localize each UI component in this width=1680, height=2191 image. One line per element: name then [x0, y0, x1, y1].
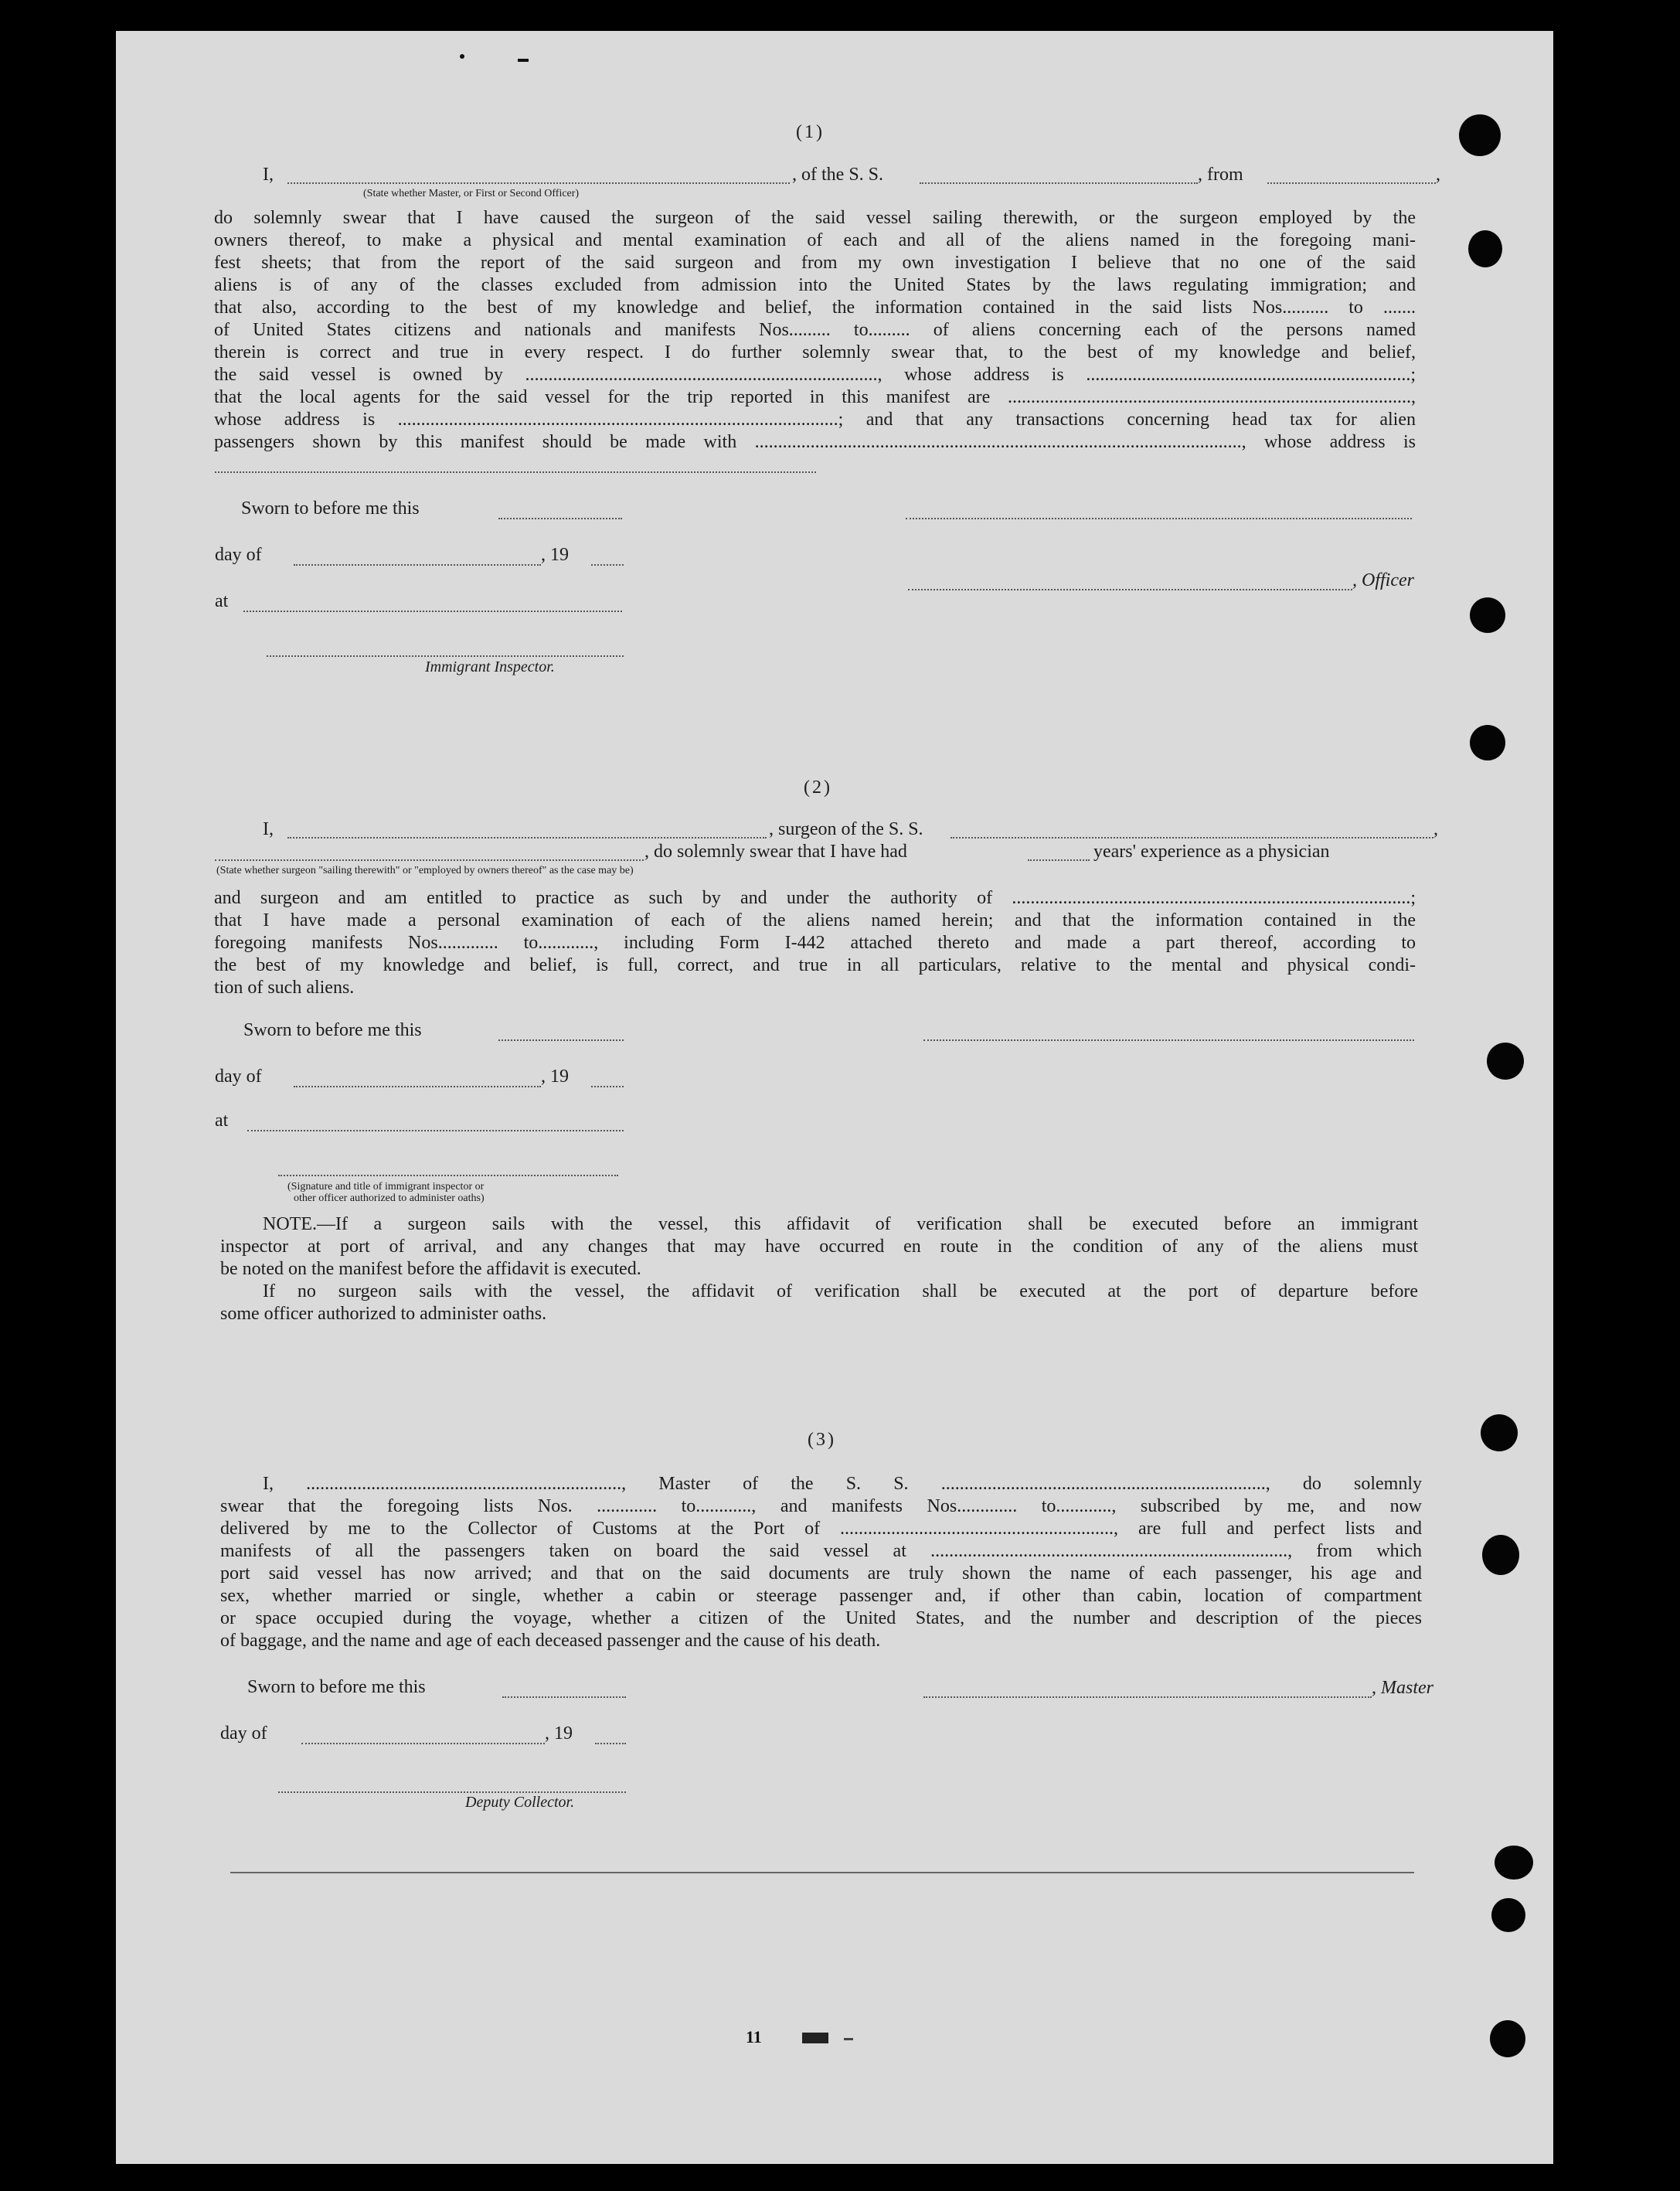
s1-day-field	[294, 564, 541, 566]
binder-hole	[1459, 114, 1501, 156]
s1-para-line-1: do solemnly swear that I have caused the surgeon of the said vessel sailing therewith, or the surgeon employed by the	[214, 208, 1416, 228]
s1-para-line-9: that the local agents for the said vessel for the trip reported in this manifest are .......................................................................................,	[214, 387, 1416, 407]
speck	[518, 59, 529, 62]
s2-note-line-3: be noted on the manifest before the affidavit is executed.	[220, 1259, 641, 1279]
s1-from-field	[1267, 182, 1436, 184]
s2-sig-note-2: other officer authorized to administer oaths)	[294, 1192, 485, 1204]
s2-note2-line-1: If no surgeon sails with the vessel, the affidavit of verification shall be executed at the port of departure before	[263, 1281, 1418, 1301]
binder-hole	[1470, 725, 1505, 760]
s1-para-line-2: owners thereof, to make a physical and mental examination of each and all of the aliens named in the foregoing mani-	[214, 230, 1416, 250]
s2-sailing-status-field	[215, 859, 644, 861]
s2-sworn-field	[498, 1039, 624, 1041]
binder-hole	[1482, 1535, 1519, 1575]
footer-dash	[844, 2038, 853, 2040]
s3-day-field	[301, 1743, 545, 1744]
s1-para-line-5: that also, according to the best of my knowledge and belief, the information contained in the said lists Nos.......... to .......	[214, 298, 1416, 318]
s2-para-line-4: the best of my knowledge and belief, is full, correct, and true in all particulars, relative to the mental and physical condi-	[214, 955, 1416, 975]
s1-para-line-7: therein is correct and true in every respect. I do further solemnly swear that, to the best of my knowledge and belief,	[214, 342, 1416, 362]
s3-para-last-line: of baggage, and the name and age of each deceased passenger and the cause of his death.	[220, 1631, 881, 1651]
s3-year-label: , 19	[545, 1723, 573, 1744]
s3-para-line-7: or space occupied during the voyage, whether a citizen of the United States, and the number and description of the pieces	[220, 1608, 1422, 1628]
s1-comma: ,	[1436, 165, 1440, 185]
binder-hole	[1491, 1898, 1525, 1932]
s2-para-line-2: that I have made a personal examination of each of the aliens named herein; and that the information contained in the	[214, 910, 1416, 930]
s3-para-line-2: swear that the foregoing lists Nos. ............. to............, and manifests Nos............. to............, subscribed by me, and now	[220, 1496, 1422, 1516]
s2-note-line-1: NOTE.—If a surgeon sails with the vessel, this affidavit of verification shall be executed before an immigrant	[263, 1214, 1418, 1234]
s3-deputy-signature-field	[278, 1791, 626, 1793]
s1-inspector-caption: Immigrant Inspector.	[425, 658, 555, 675]
section-1-number: (1)	[796, 122, 825, 142]
s1-sworn-field	[498, 518, 622, 519]
s3-sworn-label: Sworn to before me this	[247, 1677, 426, 1697]
s3-master-label: , Master	[1372, 1678, 1433, 1698]
s1-para-line-10: whose address is ...............................................................................................; and that any transactions concerning head tax for alien	[214, 410, 1416, 430]
s1-vessel-field	[920, 182, 1198, 184]
s1-inspector-signature-field	[267, 655, 624, 657]
s2-year-field	[591, 1086, 624, 1087]
s1-sworn-label: Sworn to before me this	[241, 498, 420, 519]
s2-at-label: at	[215, 1111, 229, 1131]
s1-officer-title-field	[908, 589, 1352, 590]
s1-address-continuation-field	[215, 471, 816, 473]
s3-para-line-5: port said vessel has now arrived; and that on the said documents are truly shown the name of each passenger, his age and	[220, 1563, 1422, 1584]
s2-do-swear-label: , do solemnly swear that I have had	[644, 842, 907, 862]
footer-mark: 11	[746, 2027, 762, 2046]
s2-note2-line-2: some officer authorized to administer oaths.	[220, 1304, 547, 1324]
s2-years-field	[1028, 859, 1090, 861]
s2-i-label: I,	[263, 819, 274, 839]
s1-i-label: I,	[263, 165, 274, 185]
s3-year-field	[595, 1743, 626, 1744]
binder-hole	[1468, 230, 1502, 267]
s3-para-line-6: sex, whether married or single, whether a cabin or steerage passenger and, if other than cabin, location of compartment	[220, 1586, 1422, 1606]
s2-years-label: years' experience as a physician	[1093, 842, 1330, 862]
s3-para-line-3: delivered by me to the Collector of Customs at the Port of ..........................................................., are full and perfect lists and	[220, 1519, 1422, 1539]
s1-at-label: at	[215, 591, 229, 611]
s3-master-signature-field	[923, 1696, 1372, 1698]
s2-day-field	[294, 1086, 541, 1087]
s2-signature-field	[923, 1039, 1414, 1041]
s2-year-label: , 19	[541, 1067, 569, 1087]
s2-sig-note-1: (Signature and title of immigrant inspector or	[287, 1181, 485, 1192]
document-page	[116, 31, 1553, 2164]
s2-note-line-2: inspector at port of arrival, and any changes that may have occurred en route in the condition of any of the aliens must	[220, 1237, 1418, 1257]
s1-day-of-label: day of	[215, 545, 262, 565]
s1-from-label: , from	[1198, 165, 1243, 185]
s2-sworn-label: Sworn to before me this	[243, 1020, 422, 1040]
binder-hole	[1487, 1043, 1524, 1080]
speck	[460, 54, 464, 59]
s2-status-note: (State whether surgeon "sailing therewith" or "employed by owners thereof" as the case may be)	[216, 865, 634, 876]
s1-para-line-6: of United States citizens and nationals and manifests Nos......... to......... of aliens concerning each of the persons named	[214, 320, 1416, 340]
s1-officer-label: , Officer	[1352, 570, 1414, 590]
s3-para-line-1: I, ...................................................................., Master of the S. S. ......................................................................, do solemnly	[263, 1474, 1422, 1494]
s2-para-line-1: and surgeon and am entitled to practice as such by and under the authority of ......................................................................................;	[214, 888, 1416, 908]
s2-para-last-line: tion of such aliens.	[214, 978, 355, 998]
bottom-rule	[230, 1872, 1414, 1873]
s2-comma: ,	[1433, 819, 1438, 839]
s2-vessel-field	[951, 837, 1433, 839]
s3-para-line-4: manifests of all the passengers taken on board the said vessel at ............................................................................., from which	[220, 1541, 1422, 1561]
s2-inspector-signature-field	[278, 1175, 618, 1176]
s3-sworn-field	[502, 1696, 626, 1698]
section-3-number: (3)	[808, 1430, 836, 1450]
s1-para-line-3: fest sheets; that from the report of the said surgeon and from my own investigation I believe that no one of the said	[214, 253, 1416, 273]
s1-officer-note: (State whether Master, or First or Second Officer)	[363, 188, 580, 199]
binder-hole	[1481, 1414, 1518, 1451]
s3-day-of-label: day of	[220, 1723, 267, 1744]
s1-year-field	[591, 564, 624, 566]
s1-at-field	[243, 611, 622, 612]
s3-deputy-caption: Deputy Collector.	[465, 1794, 575, 1811]
binder-hole	[1470, 597, 1505, 633]
s2-day-of-label: day of	[215, 1067, 262, 1087]
s1-para-line-8: the said vessel is owned by ............................................................................, whose address is ......................................................................;	[214, 365, 1416, 385]
s1-para-line-4: aliens is of any of the classes excluded from admission into the United States by the laws regulating immigration; and	[214, 275, 1416, 295]
s1-officer-name-field	[287, 182, 790, 184]
section-2-number: (2)	[804, 777, 832, 798]
s2-surgeon-of-label: , surgeon of the S. S.	[769, 819, 923, 839]
s2-para-line-3: foregoing manifests Nos............. to............, including Form I-442 attached thereto and made a part thereof, according to	[214, 933, 1416, 953]
binder-hole	[1490, 2020, 1525, 2057]
s1-officer-signature-field	[906, 518, 1412, 519]
s1-para-line-11: passengers shown by this manifest should be made with ........................................................................................................., whose address is	[214, 432, 1416, 452]
s1-of-ss-label: , of the S. S.	[792, 165, 884, 185]
s2-surgeon-name-field	[287, 837, 767, 839]
footer-smudge	[802, 2033, 828, 2043]
s2-at-field	[247, 1130, 624, 1131]
s1-year-label: , 19	[541, 545, 569, 565]
binder-hole	[1495, 1846, 1533, 1880]
